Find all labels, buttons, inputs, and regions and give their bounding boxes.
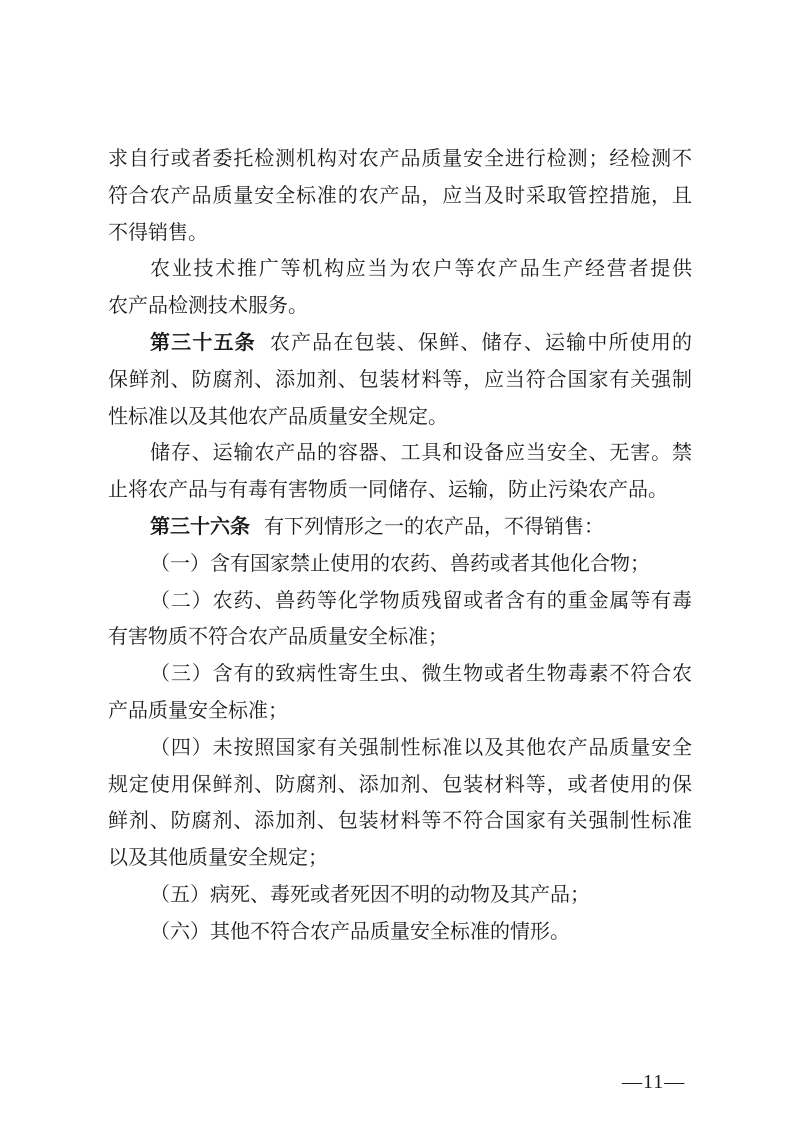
line-text: 农产品在包装、保鲜、储存、运输中所使用的 bbox=[269, 329, 693, 354]
paragraph bbox=[108, 876, 692, 913]
text-line bbox=[108, 618, 692, 655]
text-line bbox=[108, 434, 692, 471]
line-text: 符合农产品质量安全标准的农产品，应当及时采取管控措施，且 bbox=[108, 182, 692, 207]
line-text: 求自行或者委托检测机构对农产品质量安全进行检测；经检测不 bbox=[108, 146, 692, 170]
paragraph bbox=[108, 545, 692, 582]
line-text: 农产品检测技术服务。 bbox=[108, 293, 308, 318]
paragraph bbox=[108, 434, 692, 508]
line-text: （三）含有的致病性寄生虫、微生物或者生物毒素不符合农 bbox=[150, 661, 692, 686]
text-line bbox=[108, 802, 692, 839]
paragraph bbox=[108, 250, 692, 324]
article-heading: 第三十五条 bbox=[150, 329, 256, 354]
line-text: （二）农药、兽药等化学物质残留或者含有的重金属等有毒 bbox=[150, 587, 692, 612]
text-line bbox=[108, 913, 692, 950]
text-line bbox=[108, 250, 692, 287]
paragraph bbox=[108, 729, 692, 876]
line-text: （四）未按照国家有关强制性标准以及其他农产品质量安全 bbox=[150, 734, 692, 759]
line-text: 有下列情形之一的农产品，不得销售： bbox=[264, 513, 604, 538]
text-line bbox=[108, 655, 692, 692]
document-body bbox=[108, 140, 692, 950]
line-text: 农业技术推广等机构应当为农户等农产品生产经营者提供 bbox=[150, 256, 692, 281]
text-line bbox=[108, 177, 692, 214]
paragraph bbox=[108, 140, 692, 250]
line-text: 性标准以及其他农产品质量安全规定。 bbox=[108, 403, 448, 428]
line-text: （六）其他不符合农产品质量安全标准的情形。 bbox=[150, 918, 570, 943]
line-text: 止将农产品与有毒有害物质一同储存、运输，防止污染农产品。 bbox=[108, 477, 668, 502]
line-text: （一）含有国家禁止使用的农药、兽药或者其他化合物； bbox=[150, 550, 650, 575]
text-line bbox=[108, 545, 692, 582]
article-heading: 第三十六条 bbox=[150, 513, 250, 538]
text-line bbox=[108, 471, 692, 508]
line-text: 不得销售。 bbox=[108, 219, 208, 244]
text-line bbox=[108, 214, 692, 251]
text-line bbox=[108, 508, 692, 545]
text-line bbox=[108, 398, 692, 435]
text-line bbox=[108, 839, 692, 876]
article-paragraph bbox=[108, 508, 692, 545]
line-text: 鲜剂、防腐剂、添加剂、包装材料等不符合国家有关强制性标准 bbox=[108, 808, 692, 833]
text-line bbox=[108, 287, 692, 324]
line-text: 保鲜剂、防腐剂、添加剂、包装材料等，应当符合国家有关强制 bbox=[108, 366, 692, 391]
page-number: —11— bbox=[622, 1071, 686, 1093]
text-line bbox=[108, 766, 692, 803]
text-line bbox=[108, 140, 692, 177]
paragraph bbox=[108, 655, 692, 729]
text-line bbox=[108, 729, 692, 766]
paragraph bbox=[108, 582, 692, 656]
article-paragraph bbox=[108, 324, 692, 434]
line-text: 产品质量安全标准； bbox=[108, 697, 288, 722]
line-text: （五）病死、毒死或者死因不明的动物及其产品； bbox=[150, 881, 590, 906]
text-line bbox=[108, 324, 692, 361]
line-text: 有害物质不符合农产品质量安全标准； bbox=[108, 624, 448, 649]
text-line bbox=[108, 582, 692, 619]
paragraph bbox=[108, 913, 692, 950]
line-text: 规定使用保鲜剂、防腐剂、添加剂、包装材料等，或者使用的保 bbox=[108, 771, 692, 796]
text-line bbox=[108, 692, 692, 729]
text-line bbox=[108, 361, 692, 398]
line-text: 以及其他质量安全规定； bbox=[108, 845, 328, 870]
line-text: 储存、运输农产品的容器、工具和设备应当安全、无害。禁 bbox=[150, 440, 692, 465]
text-line bbox=[108, 876, 692, 913]
